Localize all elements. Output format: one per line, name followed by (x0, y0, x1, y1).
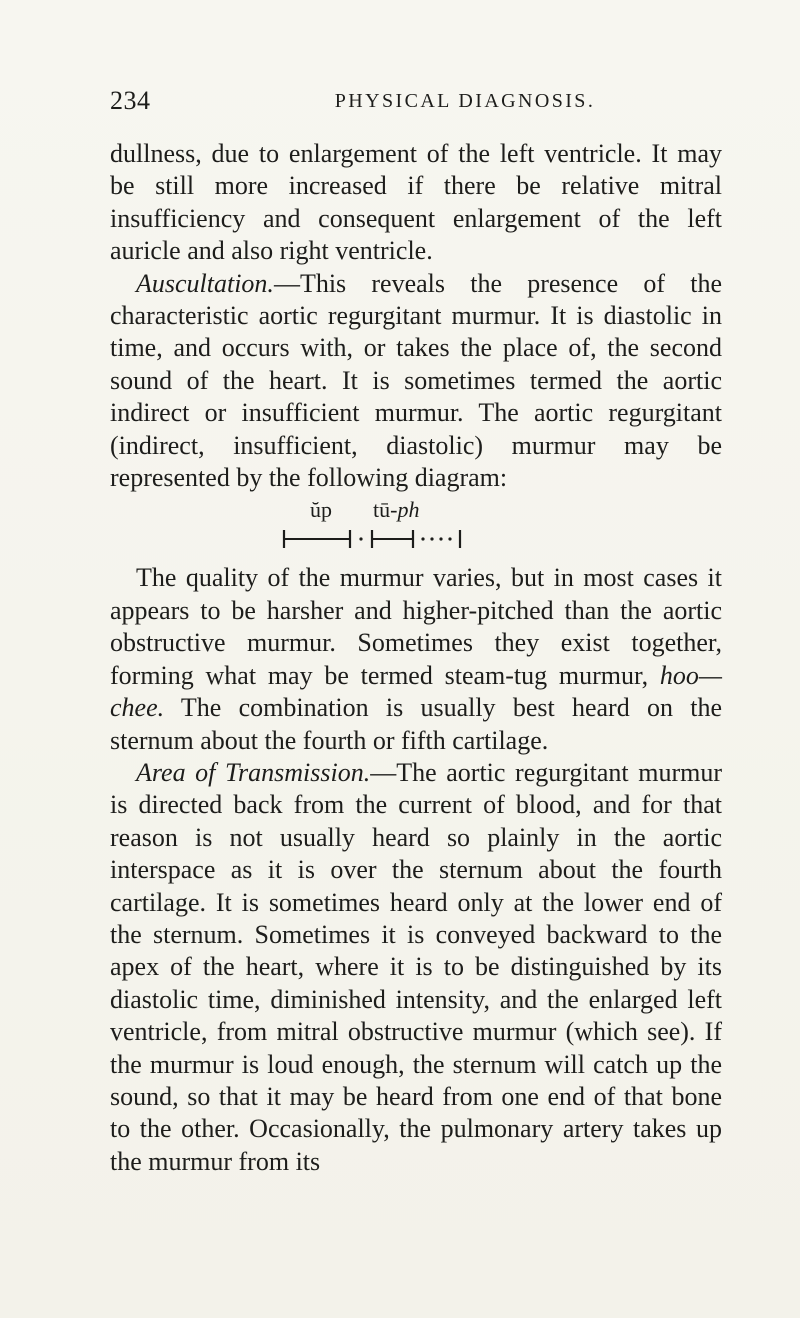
paragraph-auscultation (110, 268, 722, 495)
diagram-label-tuph (373, 498, 419, 522)
diagram-label-up: ŭp (310, 497, 332, 523)
auscultation-text: —This reveals the presence of the characteristic aortic regurgitant murmur. It is diastolic in time, and occurs with, or takes the place of, the second sound of the heart. It is sometimes termed the aortic indirect or insufficient murmur. The aortic regurgitant (indirect, insufficient, diastolic) murmur may be represented by the following diagram: (110, 268, 722, 493)
diagram-dot (359, 538, 362, 541)
quality-text-a: The quality of the murmur varies, but in most cases it appears to be harsher and higher-pitched than the aortic obstructive murmur. Sometimes they exist together, forming what may be termed steam-tug murmur, (110, 563, 722, 690)
transmission-heading: Area of Transmission. (136, 757, 371, 787)
diagram-dot (439, 538, 442, 541)
murmur-diagram (110, 498, 722, 562)
murmur-diagram-lines (110, 526, 722, 552)
page-header (110, 86, 720, 126)
quality-text-b: The combination is usually best heard on the sternum about the fourth or fifth cartilage. (110, 693, 722, 755)
diagram-dot (421, 538, 424, 541)
paragraph-quality (110, 562, 722, 756)
diagram-label-tu: tū- (373, 497, 398, 523)
page-number: 234 (110, 86, 151, 115)
auscultation-heading: Auscultation. (136, 268, 274, 298)
transmission-text: —The aortic regurgitant murmur is directed back from the current of blood, and for that reason is not usually heard so plainly in the aortic interspace as it is over the sternum about the fourth cartilage. It is sometimes heard only at the lower end of the sternum. Sometimes it is conveyed backward to the apex of the heart, where it is to be distinguished by its diastolic time, diminished intensity, and the enlarged left ventricle, from mitral obstructive murmur (which see). If the murmur is loud enough, the sternum will catch up the sound, so that it may be heard from one end of that bone to the other. Occasionally, the pulmonary artery takes up the murmur from its (110, 757, 723, 1176)
diagram-dot (430, 538, 433, 541)
quality-italic: hoo—chee. (110, 660, 722, 723)
paragraph-dullness: dullness, due to enlargement of the left ventricle. It may be still more increased if there be relative mitral insufficiency and consequent enlargement of the left auricle and also right ventricle. (110, 139, 722, 266)
paragraph-transmission (110, 757, 722, 1178)
running-head: PHYSICAL DIAGNOSIS. (334, 90, 596, 112)
body-text (110, 138, 722, 1178)
diagram-label-ph: ph (397, 497, 420, 523)
diagram-dot (448, 538, 451, 541)
